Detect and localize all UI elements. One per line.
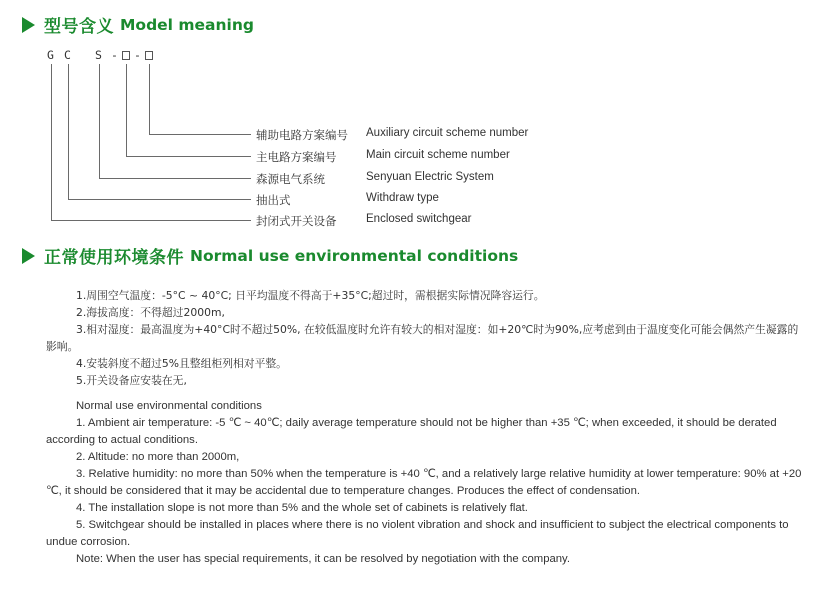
condition-item-en: 1. Ambient air temperature: -5 ℃ ~ 40℃; daily average temperature should not be higher than +35 ℃; when exceeded, it should be derated according to actual conditions. <box>46 417 777 446</box>
section-heading-model-meaning <box>22 12 254 37</box>
section-heading-conditions <box>22 243 518 268</box>
condition-item-cn: 5.开关设备应安装在无, <box>76 374 187 387</box>
bracket-line <box>149 134 251 135</box>
model-code-g: G <box>47 48 54 62</box>
bracket-line <box>68 199 251 200</box>
condition-item-cn: 3.相对湿度：最高温度为+40°C时不超过50%, 在较低温度时允许有较大的相对湿度：如+20℃时为90%,应考虑到由于温度变化可能会偶然产生凝露的影响。 <box>46 323 799 353</box>
model-code-c: C <box>64 48 71 62</box>
condition-item-cn: 1.周围空气温度：-5°C ~ 40°C; 日平均温度不得高于+35°C;超过时，需根据实际情况降容运行。 <box>76 289 545 302</box>
condition-item-en: 4. The installation slope is not more than 5% and the whole set of cabinets is relatively flat. <box>76 502 528 514</box>
bracket-line <box>126 64 127 157</box>
conditions-list-en <box>46 398 806 568</box>
legend-label-cn: 森源电气系统 <box>256 172 325 186</box>
bracket-line <box>51 220 251 221</box>
conditions-title-en: Normal use environmental conditions <box>76 400 262 412</box>
model-code-s: S <box>95 48 102 62</box>
condition-item-en: 3. Relative humidity: no more than 50% when the temperature is +40 ℃, and a relatively large relative humidity at lower temperature: 90% at +20 ℃, it should be considered that it may be accidental due to temperature changes. Produces the effect of condensation. <box>46 468 802 497</box>
note-text: Note: When the user has special requirements, it can be resolved by negotiation with the company. <box>76 553 570 565</box>
condition-item-en: 5. Switchgear should be installed in places where there is no violent vibration and shock and insufficient to subject the electrical components to undue corrosion. <box>46 519 789 548</box>
bracket-line <box>68 64 69 200</box>
condition-item-cn: 4.安装斜度不超过5%且整组柜列相对平整。 <box>76 357 287 370</box>
bracket-line <box>149 64 150 135</box>
legend-label-cn: 封闭式开关设备 <box>256 214 337 228</box>
placeholder-box-main <box>122 51 130 60</box>
model-code-dash: - <box>111 48 118 62</box>
play-triangle-icon <box>22 248 35 264</box>
section-title-cn: 正常使用环境条件 <box>44 248 184 268</box>
bracket-line <box>99 64 100 179</box>
section-title-en: Model meaning <box>120 15 254 34</box>
bracket-line <box>126 156 251 157</box>
legend-label-cn: 辅助电路方案编号 <box>256 128 348 142</box>
bracket-line <box>99 178 251 179</box>
play-triangle-icon <box>22 17 35 33</box>
placeholder-box-aux <box>145 51 153 60</box>
bracket-line <box>51 64 52 221</box>
section-title-en: Normal use environmental conditions <box>190 246 519 265</box>
legend-label-en: Enclosed switchgear <box>366 213 472 225</box>
legend-label-en: Senyuan Electric System <box>366 171 494 183</box>
section-title-cn: 型号含义 <box>44 17 114 37</box>
legend-label-en: Auxiliary circuit scheme number <box>366 127 529 139</box>
model-code-dash: - <box>134 48 141 62</box>
condition-item-en: 2. Altitude: no more than 2000m, <box>76 451 240 463</box>
legend-label-en: Withdraw type <box>366 192 439 204</box>
legend-label-cn: 主电路方案编号 <box>256 150 337 164</box>
legend-label-en: Main circuit scheme number <box>366 149 510 161</box>
legend-label-cn: 抽出式 <box>256 193 291 207</box>
condition-item-cn: 2.海拔高度：不得超过2000m, <box>76 306 225 319</box>
conditions-list-cn <box>46 287 806 389</box>
